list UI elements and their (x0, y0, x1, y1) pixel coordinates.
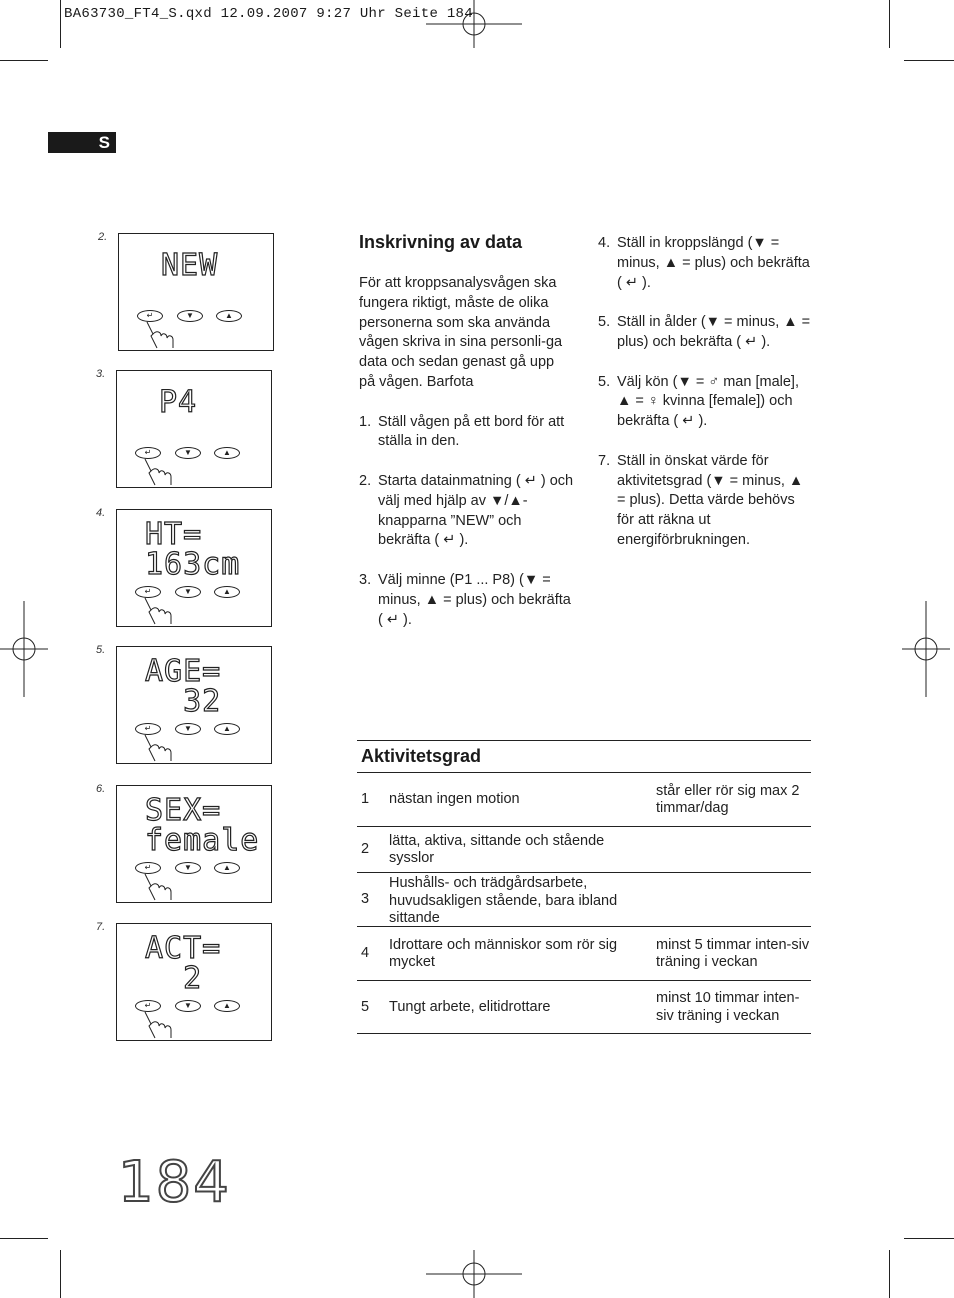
step-text: Välj kön (▼ = ♂ man [male], ▲ = ♀ kvinna [female]) och bekräfta ( ↵ ). (617, 373, 799, 430)
intro-paragraph: För att kroppsanalysvågen ska fungera riktigt, måste de olika personerna som ska använda vågen skriva in sina personli-ga data och sedan genast gå upp på vågen. Barfota (359, 275, 563, 390)
activity-level: 2 (361, 841, 370, 858)
down-button[interactable]: ▼ (175, 723, 201, 735)
instruction-step (359, 472, 574, 551)
display-line: AGE= (145, 654, 222, 689)
up-button[interactable]: ▲ (214, 586, 240, 598)
scale-display (116, 509, 272, 627)
instruction-step (598, 452, 813, 551)
scale-display (116, 646, 272, 764)
display-line: ACT= (145, 931, 222, 966)
display-line: NEW (161, 248, 219, 283)
activity-table-title: Aktivitetsgrad (357, 740, 811, 773)
step-text: Ställ vågen på ett bord för att ställa in den. (378, 413, 565, 450)
step-number: 5. (598, 373, 611, 390)
enter-button[interactable]: ↵ (137, 310, 163, 322)
activity-level: 1 (361, 791, 370, 808)
step-label: 5. (96, 644, 106, 656)
step-number: 5. (598, 314, 611, 331)
down-button[interactable]: ▼ (175, 447, 201, 459)
activity-description: lätta, aktiva, sittande och stående sysslor (389, 832, 605, 866)
enter-button[interactable]: ↵ (135, 447, 161, 459)
enter-button[interactable]: ↵ (135, 586, 161, 598)
scale-display (116, 370, 272, 488)
table-row (357, 827, 811, 873)
activity-note: står eller rör sig max 2 timmar/dag (656, 782, 800, 816)
display-line: SEX= (145, 793, 222, 828)
language-tab: S (48, 132, 116, 153)
display-line: 32 (145, 684, 222, 719)
activity-level: 3 (361, 891, 370, 908)
down-button[interactable]: ▼ (175, 586, 201, 598)
pointing-hand-icon (141, 1010, 175, 1040)
up-button[interactable]: ▲ (216, 310, 242, 322)
scale-display (116, 785, 272, 903)
step-text: Ställ in ålder (▼ = minus, ▲ = plus) och bekräfta ( ↵ ). (617, 314, 811, 350)
display-line: female (145, 823, 260, 858)
activity-note: minst 5 timmar inten-siv träning i veckan (656, 936, 810, 970)
activity-note: minst 10 timmar inten-siv träning i veckan (656, 990, 800, 1024)
pointing-hand-icon (141, 872, 175, 902)
step-text: Starta datainmatning ( ↵ ) och välj med hjälp av ▼/▲-knapparna ”NEW” och bekräfta ( ↵ ). (378, 472, 574, 549)
step-label: 2. (98, 231, 108, 243)
activity-table (357, 740, 811, 1034)
step-text: Ställ in önskat värde för aktivitetsgrad (▼ = minus, ▲ = plus). Detta värde behövs för att räkna ut energiförbrukningen. (617, 452, 804, 548)
step-number: 7. (598, 452, 611, 469)
activity-level: 5 (361, 998, 370, 1015)
step-label: 4. (96, 507, 106, 519)
activity-description: Hushålls- och trädgårdsarbete, huvudsakligen stående, bara ibland sittande (389, 875, 618, 926)
pointing-hand-icon (141, 733, 175, 763)
activity-description: Tungt arbete, elitidrottare (389, 998, 551, 1015)
down-button[interactable]: ▼ (175, 862, 201, 874)
display-line: P4 (159, 385, 198, 420)
step-label: 6. (96, 783, 106, 795)
instruction-step (598, 373, 813, 432)
instruction-step (598, 313, 813, 353)
instruction-step (359, 413, 574, 453)
table-row (357, 927, 811, 981)
display-line: 163cm (145, 547, 241, 582)
display-line: HT= (145, 517, 203, 552)
scale-display (116, 923, 272, 1041)
enter-button[interactable]: ↵ (135, 1000, 161, 1012)
step-text: Ställ in kroppslängd (▼ = minus, ▲ = plus) och bekräfta ( ↵ ). (617, 235, 810, 291)
section-col-1 (359, 232, 574, 650)
section-title: Inskrivning av data (359, 232, 523, 252)
table-row (357, 981, 811, 1034)
up-button[interactable]: ▲ (214, 1000, 240, 1012)
step-number: 3. (359, 571, 372, 588)
page-number: 184 (118, 1150, 231, 1215)
step-label: 7. (96, 921, 106, 933)
activity-description: Idrottare och människor som rör sig mycket (389, 936, 618, 970)
up-button[interactable]: ▲ (214, 723, 240, 735)
activity-level: 4 (361, 945, 370, 962)
table-row (357, 873, 811, 927)
step-number: 4. (598, 235, 611, 251)
print-slug: BA63730_FT4_S.qxd 12.09.2007 9:27 Uhr Seite 184 (64, 6, 473, 22)
down-button[interactable]: ▼ (175, 1000, 201, 1012)
enter-button[interactable]: ↵ (135, 862, 161, 874)
step-label: 3. (96, 368, 106, 380)
down-button[interactable]: ▼ (177, 310, 203, 322)
table-row (357, 773, 811, 827)
activity-description: nästan ingen motion (389, 791, 520, 808)
enter-button[interactable]: ↵ (135, 723, 161, 735)
step-text: Välj minne (P1 ... P8) (▼ = minus, ▲ = plus) och bekräfta ( ↵ ). (378, 571, 571, 628)
pointing-hand-icon (143, 320, 177, 350)
up-button[interactable]: ▲ (214, 862, 240, 874)
instruction-step (359, 571, 574, 630)
pointing-hand-icon (141, 596, 175, 626)
section-col-2 (598, 234, 813, 571)
display-line: 2 (145, 961, 203, 996)
scale-display (118, 233, 274, 351)
pointing-hand-icon (141, 457, 175, 487)
step-number: 1. (359, 413, 372, 430)
up-button[interactable]: ▲ (214, 447, 240, 459)
step-number: 2. (359, 472, 372, 489)
instruction-step (598, 234, 813, 293)
